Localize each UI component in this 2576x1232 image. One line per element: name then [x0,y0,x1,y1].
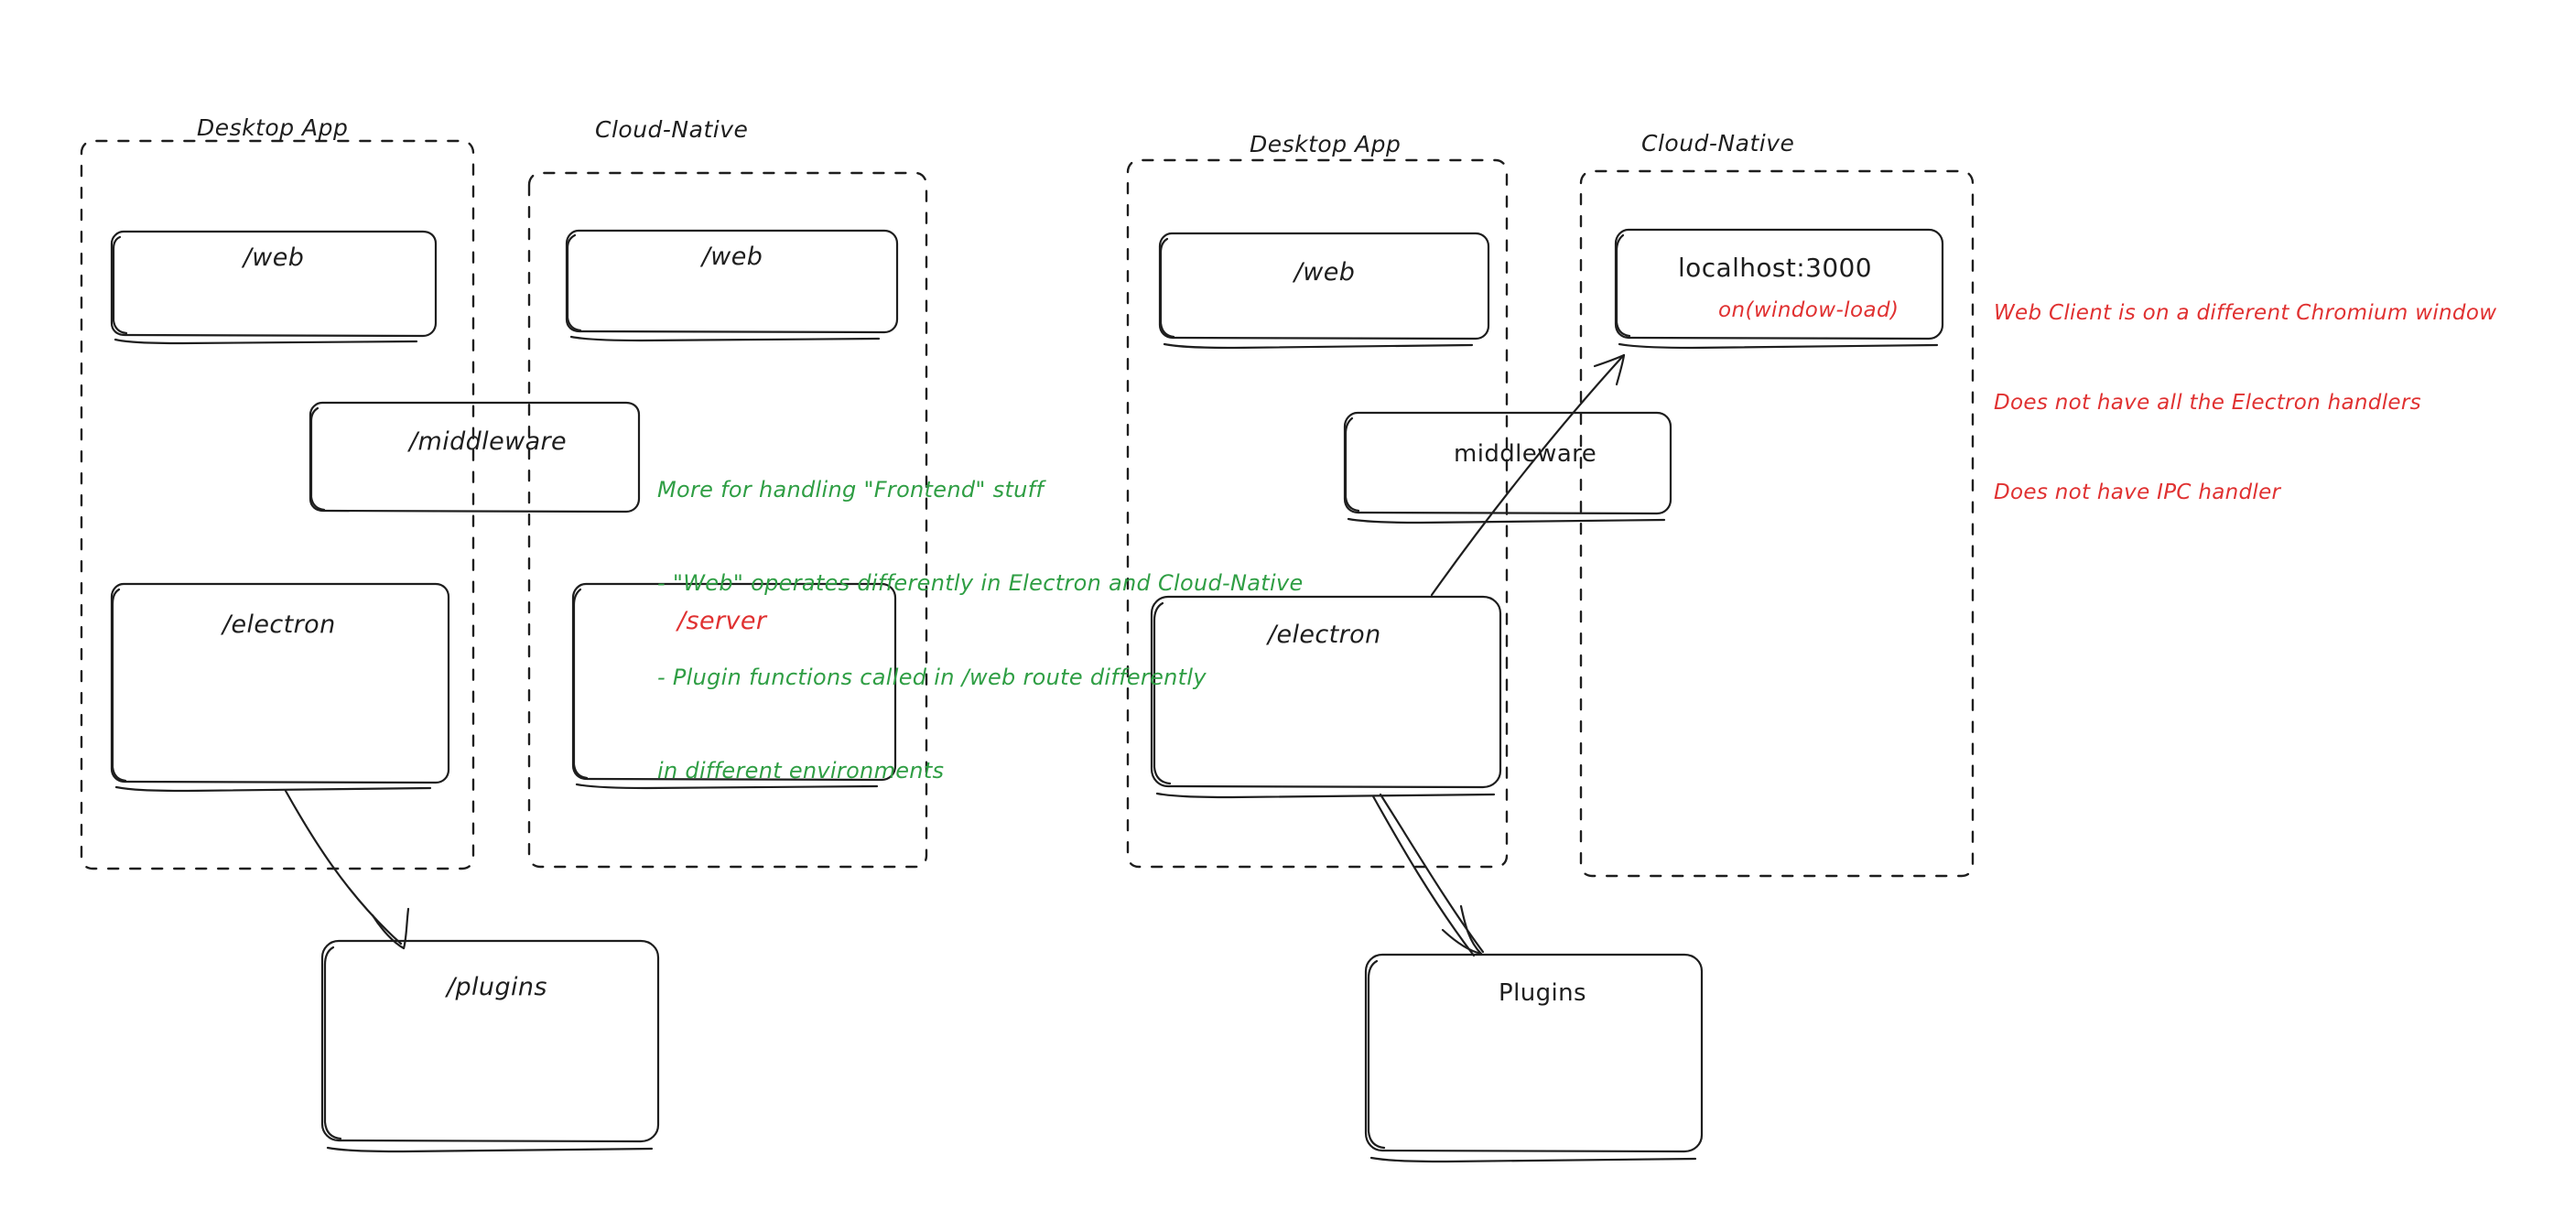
note-red-line-2: Does not have all the Electron handlers [1994,391,2421,416]
node-label-r-web: /web [1293,258,1356,286]
node-label-l-middleware: /middleware [409,427,568,456]
node-label-r-localhost: localhost:3000 [1678,253,1872,283]
arrow-electron-to-plugins-right [1373,794,1483,956]
note-green-line-1: More for handling "Frontend" stuff [657,477,1044,503]
node-shape-r-localhost [1616,230,1943,348]
node-label-l-web-desktop: /web [243,243,305,272]
note-red-line-3: Does not have IPC handler [1994,481,2281,505]
node-label-l-plugins: /plugins [447,973,547,1001]
note-green-line-2: - "Web" operates differently in Electron and Cloud-Native [657,570,1304,597]
node-label-r-plugins: Plugins [1499,979,1586,1007]
node-label-l-server: /server [677,607,767,635]
group-label-left-desktop: Desktop App [197,114,349,141]
arrow-electron-to-plugins-left [286,791,408,948]
note-red [1994,239,2496,567]
note-green [657,412,1304,848]
note-green-line-3: - Plugin functions called in /web route differently [657,664,1207,690]
node-label-r-localhost-sub: on(window-load) [1718,298,1900,322]
node-shape-r-web [1160,233,1488,348]
note-red-line-1: Web Client is on a different Chromium window [1994,301,2497,326]
note-green-line-4: in different environments [657,757,945,784]
node-label-l-electron: /electron [222,611,336,639]
group-label-right-desktop: Desktop App [1250,131,1402,157]
group-label-left-cloud: Cloud-Native [595,116,749,143]
arrow-electron-to-localhost [1432,355,1624,595]
node-shape-l-middleware [310,403,639,512]
node-label-r-electron: /electron [1268,621,1381,649]
node-label-r-middleware: middleware [1454,440,1597,468]
node-label-l-web-cloud: /web [701,243,763,271]
group-label-right-cloud: Cloud-Native [1641,130,1795,157]
